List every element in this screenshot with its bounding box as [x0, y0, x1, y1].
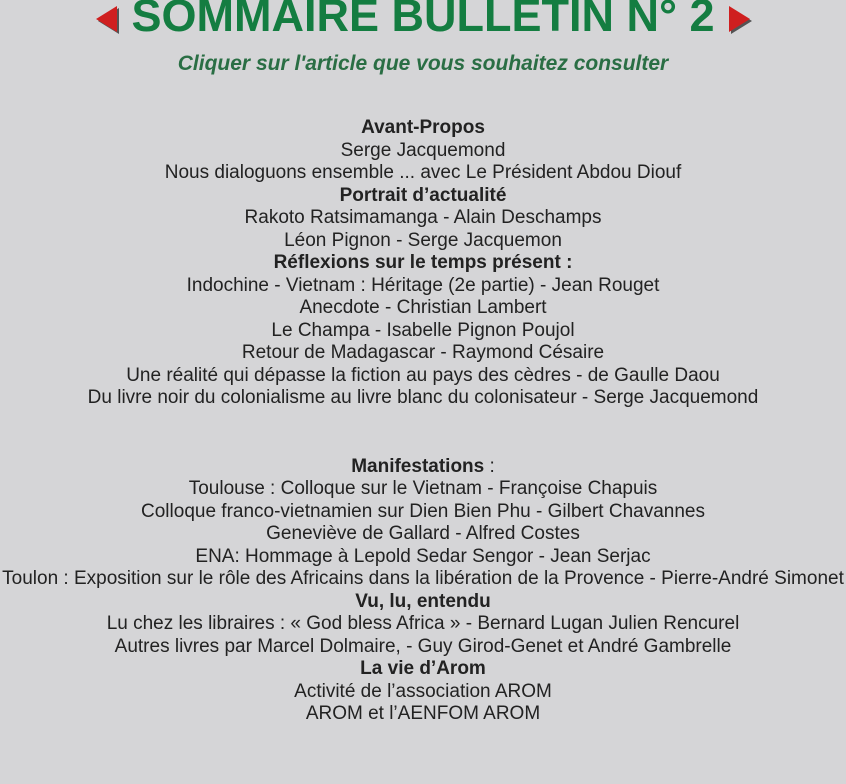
toc-heading-avant-propos[interactable]: Avant-Propos: [361, 117, 485, 138]
toc-item[interactable]: Le Champa - Isabelle Pignon Poujol: [271, 319, 575, 341]
toc-heading-label: Manifestations: [351, 455, 485, 477]
toc-heading-la-vie-d-arom[interactable]: La vie d’Arom: [360, 658, 486, 679]
toc-heading-manifestations[interactable]: [0, 456, 846, 479]
toc-item[interactable]: Serge Jacquemond: [340, 139, 506, 161]
toc-item[interactable]: Du livre noir du colonialisme au livre blanc du colonisateur - Serge Jacquemond: [87, 387, 759, 408]
toc-item[interactable]: Retour de Madagascar - Raymond Césaire: [241, 342, 605, 363]
instruction-subtitle: Cliquer sur l'article que vous souhaitez consulter: [177, 52, 669, 75]
toc-item[interactable]: Geneviève de Gallard - Alfred Costes: [266, 523, 580, 544]
toc-heading-colon: :: [484, 455, 495, 477]
header: [0, 0, 846, 41]
toc-item[interactable]: Activité de l’association AROM: [294, 680, 552, 702]
toc-item[interactable]: Lu chez les libraires : « God bless Africa » - Bernard Lugan Julien Rencurel: [106, 613, 740, 634]
toc-heading-reflexions[interactable]: Réflexions sur le temps présent :: [273, 252, 573, 273]
table-of-contents: [0, 117, 846, 726]
toc-item[interactable]: AROM et l’AENFOM AROM: [305, 703, 541, 724]
toc-item[interactable]: Léon Pignon - Serge Jacquemon: [284, 229, 562, 251]
toc-item[interactable]: Autres livres par Marcel Dolmaire, - Guy Girod-Genet et André Gambrelle: [114, 635, 732, 657]
toc-item[interactable]: Toulouse : Colloque sur le Vietnam - Françoise Chapuis: [188, 478, 658, 499]
toc-heading-vu-lu-entendu[interactable]: Vu, lu, entendu: [355, 590, 491, 612]
section-gap: [0, 410, 846, 456]
toc-item[interactable]: Colloque franco-vietnamien sur Dien Bien Phu - Gilbert Chavannes: [141, 500, 705, 522]
toc-item[interactable]: Indochine - Vietnam : Héritage (2e partie) - Jean Rouget: [186, 274, 660, 296]
previous-arrow-icon[interactable]: [96, 6, 117, 32]
toc-item[interactable]: Une réalité qui dépasse la fiction au pays des cèdres - de Gaulle Daou: [126, 364, 720, 386]
toc-item[interactable]: Anecdote - Christian Lambert: [299, 297, 547, 318]
toc-item-overflowing[interactable]: Toulon : Exposition sur le rôle des Africains dans la libération de la Provence - Pierre-André Simonet: [2, 568, 844, 589]
toc-item[interactable]: ENA: Hommage à Lepold Sedar Sengor - Jean Serjac: [195, 545, 651, 567]
next-arrow-icon[interactable]: [729, 6, 750, 32]
toc-item[interactable]: Nous dialoguons ensemble ... avec Le Président Abdou Diouf: [164, 162, 682, 183]
page-title: SOMMAIRE BULLETIN N° 2: [131, 0, 715, 41]
toc-heading-portrait[interactable]: Portrait d’actualité: [339, 184, 507, 206]
toc-item[interactable]: Rakoto Ratsimamanga - Alain Deschamps: [244, 207, 602, 228]
